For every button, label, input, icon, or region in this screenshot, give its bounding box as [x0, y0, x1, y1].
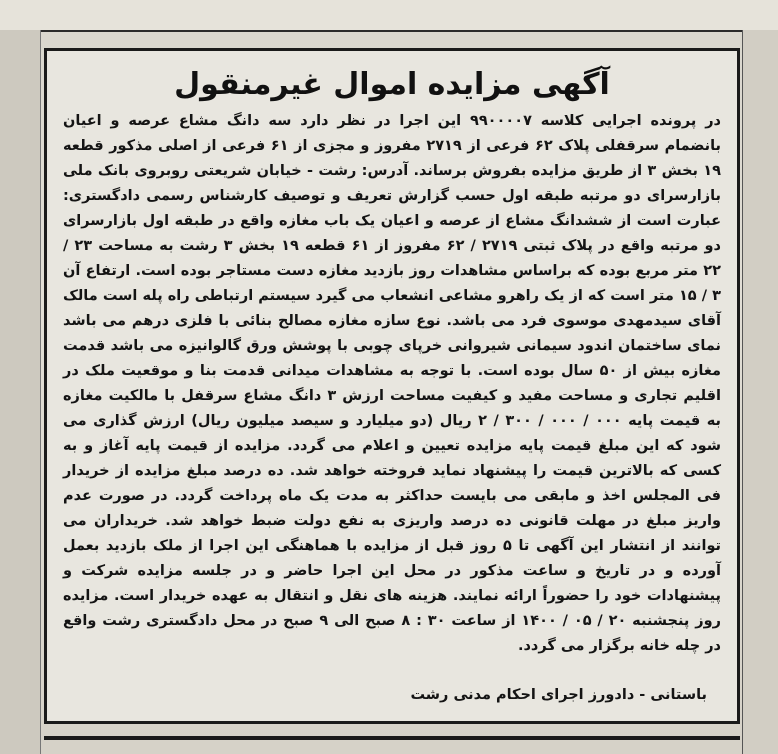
- bottom-rule: [44, 736, 740, 740]
- notice-signature: باستانی - دادورز اجرای احکام مدنی رشت: [410, 687, 707, 703]
- notice-body: [63, 109, 721, 659]
- top-column-edge: [0, 0, 778, 32]
- auction-notice: [44, 48, 740, 724]
- notice-title: آگهی مزایده اموال غیرمنقول: [174, 67, 610, 102]
- notice-text: در پرونده اجرایی کلاسه ۹۹۰۰۰۰۷ این اجرا در نظر دارد سه دانگ مشاع عرصه و اعیان بانضمام سرقفلی پلاک ۶۲ فرعی از ۲۷۱۹ مفروز و مجزی از ۶۱ فرعی از اصلی مذکور قطعه ۱۹ بخش ۳ از طریق مزایده بفروش برساند. آدرس: رشت - خیابان شریعتی روبروی بانک ملی بازارسرای دو مرتبه طبقه اول حسب گزارش تعریف و توصیف کارشناس رسمی دادگستری: عبارت است از ششدانگ مشاع از عرصه و اعیان یک باب مغازه واقع در طبقه اول بازارسرای دو مرتبه واقع در پلاک ثبتی ۲۷۱۹ / ۶۲ مفروز از ۶۱ قطعه ۱۹ بخش ۳ رشت به مساحت ۲۳ / ۲۲ متر مربع بوده که براساس مشاهدات روز بازدید مغازه دست مستاجر بوده است. ارتفاع آن ۳ / ۱۵ متر است که از یک راهرو مشاعی انشعاب می گیرد سیستم ارتباطی راه پله است مالک آقای سیدمهدی موسوی فرد می باشد. نوع سازه مغازه مصالح بنائی با فلزی درهم می باشد نمای ساختمان اندود سیمانی شیروانی خرپای چوبی با پوشش ورق گالوانیزه می باشد قدمت مغازه بیش از ۵۰ سال بوده است. با توجه به مشاهدات میدانی قدمت بنا و موقعیت ملک در اقلیم تجاری و مساحت مفید و کیفیت مساحت ارزش ۳ دانگ مشاع سرقفل با مالکیت مغازه به قیمت پایه ۰۰۰ / ۰۰۰ / ۳۰۰ / ۲ ریال (دو میلیارد و سیصد میلیون ریال) ارزش گذاری می شود که این مبلغ قیمت پایه مزایده تعیین و اعلام می گردد. مزایده از قیمت پایه آغاز و به کسی که بالاترین قیمت را پیشنهاد نماید فروخته خواهد شد. ده درصد مبلغ مزایده از خریدار فی المجلس اخذ و مابقی می بایست حداکثر به مدت یک ماه پرداخت گردد. در صورت عدم واریز مبلغ در مهلت قانونی ده درصد واریزی به نفع دولت ضبط خواهد شد. خریداران می توانند از انتشار این آگهی تا ۵ روز قبل از مزایده با هماهنگی این اجرا از ملک بازدید بعمل آورده و در تاریخ و ساعت مذکور در محل این اجرا حاضر و در جلسه مزایده شرکت و پیشنهادات خود را حضوراً ارائه نمایند. هزینه های نقل و انتقال به عهده خریدار است. مزایده روز پنجشنبه ۲۰ / ۰۵ / ۱۴۰۰ از ساعت ۳۰ : ۸ صبح الی ۹ صبح در محل دادگستری رشت واقع در چله خانه برگزار می گردد.: [63, 113, 721, 654]
- left-column-edge: [0, 30, 41, 754]
- right-column-edge: [742, 30, 778, 754]
